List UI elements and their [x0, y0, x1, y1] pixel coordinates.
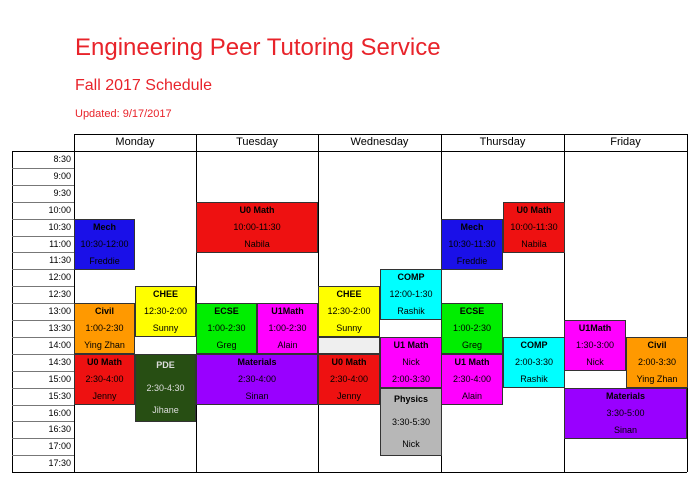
time-row-line — [12, 371, 74, 372]
session-subject: U0 Math — [239, 205, 275, 215]
time-row-line — [12, 252, 74, 253]
session-tutor: Freddie — [456, 256, 488, 266]
time-row-line — [12, 269, 74, 270]
session-tutor: Sunny — [152, 323, 179, 333]
session-subject: ECSE — [459, 306, 485, 316]
day-header-wednesday: Wednesday — [350, 136, 409, 148]
session-tutor: Sinan — [245, 391, 269, 401]
session-subject: U0 Math — [331, 357, 367, 367]
session-tutor: Greg — [216, 340, 237, 350]
session-time: 2:00-3:30 — [514, 357, 554, 367]
session-subject: PDE — [156, 360, 175, 370]
grid-bottom-border — [12, 472, 687, 473]
session-time: 2:30-4:00 — [85, 374, 124, 384]
time-label: 15:00 — [48, 373, 71, 384]
session-time: 12:30-2:00 — [327, 306, 371, 316]
day-header-thursday: Thursday — [479, 136, 526, 148]
session-subject: U1Math — [271, 306, 304, 316]
time-row-line — [12, 185, 74, 186]
session-tutor: Alain — [277, 340, 298, 350]
session-subject: U0 Math — [516, 205, 552, 215]
session-tutor: Jihane — [152, 405, 179, 415]
time-row-line — [12, 405, 74, 406]
session-tutor: Nick — [402, 439, 420, 449]
time-label: 12:30 — [48, 289, 71, 300]
session-time: 2:30-4:30 — [146, 383, 185, 393]
session-fri-u1math[interactable] — [564, 320, 626, 371]
session-time: 1:00-2:30 — [452, 323, 492, 333]
time-row-line — [12, 455, 74, 456]
day-column-border — [687, 134, 688, 472]
session-subject: Materials — [605, 391, 646, 401]
page-subtitle: Fall 2017 Schedule — [75, 77, 212, 94]
time-row-line — [12, 168, 74, 169]
session-time: Nick — [402, 357, 420, 367]
time-label: 10:00 — [48, 204, 71, 215]
session-mon-chee[interactable] — [135, 286, 196, 337]
session-subject: U1Math — [578, 323, 612, 333]
session-fri-materials[interactable] — [564, 388, 687, 439]
session-subject: COMP — [397, 272, 425, 282]
session-tutor: Jenny — [336, 391, 362, 401]
day-header-tuesday: Tuesday — [236, 136, 278, 148]
session-time: 1:00-2:30 — [207, 323, 246, 333]
session-thu-u0math[interactable] — [503, 202, 565, 253]
time-label: 8:30 — [53, 154, 71, 164]
session-tutor: Sunny — [336, 323, 362, 333]
session-wed-chee[interactable] — [318, 286, 380, 337]
session-tutor: 2:00-3:30 — [391, 374, 431, 384]
time-label: 13:30 — [48, 323, 71, 333]
session-subject: CHEE — [152, 289, 178, 299]
session-subject: Mech — [92, 222, 116, 232]
session-time: 2:30-4:00 — [452, 374, 492, 384]
time-row-line — [12, 337, 74, 338]
session-tutor: Jenny — [92, 391, 117, 401]
session-mon-u0math[interactable] — [74, 354, 135, 405]
session-subject: U1 Math — [454, 357, 490, 367]
session-time: 12:00-1:30 — [389, 289, 433, 299]
session-time: 1:00-2:30 — [268, 323, 307, 333]
time-label: 13:00 — [48, 306, 71, 317]
session-wed-u0math[interactable] — [318, 354, 380, 405]
session-subject: U1 Math — [393, 340, 429, 350]
time-label: 15:30 — [48, 390, 71, 401]
header-bottom-border — [12, 151, 687, 152]
session-tutor: Ying Zhan — [636, 374, 678, 384]
session-tue-u0math[interactable] — [196, 202, 318, 253]
session-tutor: Nick — [586, 357, 604, 367]
session-mon-mech[interactable] — [74, 219, 135, 270]
time-row-line — [12, 438, 74, 439]
session-fri-civil[interactable] — [626, 337, 688, 388]
time-row-line — [12, 354, 74, 355]
time-row-line — [12, 202, 74, 203]
session-time: 12:30-2:00 — [143, 306, 188, 316]
session-time: 3:30-5:00 — [606, 408, 645, 418]
session-tutor: Nabila — [244, 239, 270, 249]
session-tutor: Rashik — [520, 374, 548, 384]
session-time: 10:00-11:30 — [233, 222, 281, 232]
session-thu-u1math[interactable] — [441, 354, 503, 405]
session-subject: ECSE — [214, 306, 239, 316]
session-tutor: Rashik — [397, 306, 425, 316]
session-tutor: Sinan — [613, 425, 638, 435]
session-time: 10:30-11:30 — [448, 239, 496, 249]
session-tutor: Ying Zhan — [84, 340, 125, 350]
time-label: 12:00 — [48, 272, 71, 283]
session-time: 3:30-5:30 — [391, 417, 431, 427]
time-label: 11:30 — [49, 255, 71, 266]
session-time: 10:00-11:30 — [510, 222, 558, 232]
day-header-monday: Monday — [115, 136, 155, 148]
time-label: 16:30 — [48, 424, 71, 435]
session-subject: Mech — [460, 222, 484, 232]
time-row-line — [12, 219, 74, 220]
session-time: 2:30-4:00 — [329, 374, 369, 384]
time-row-line — [12, 303, 74, 304]
session-time: 1:30-3:00 — [575, 340, 615, 350]
session-tue-u1math[interactable] — [257, 303, 318, 354]
session-subject: Civil — [647, 340, 667, 350]
time-label: 9:00 — [53, 170, 71, 181]
session-tutor: Alain — [461, 391, 482, 401]
session-time: 2:30-4:00 — [237, 374, 277, 384]
session-tutor: Greg — [461, 340, 482, 350]
session-tue-ecse[interactable] — [196, 303, 257, 354]
time-label: 17:30 — [48, 458, 71, 469]
session-tue-materials[interactable] — [196, 354, 318, 405]
session-tutor: Freddie — [89, 256, 120, 266]
session-thu-mech[interactable] — [441, 219, 503, 270]
time-label: 14:00 — [48, 339, 71, 350]
time-label: 17:00 — [48, 441, 71, 452]
session-subject: COMP — [520, 340, 548, 350]
session-thu-comp[interactable] — [503, 337, 565, 388]
session-subject: Civil — [94, 306, 114, 316]
time-label: 16:00 — [48, 407, 71, 418]
session-subject: Materials — [237, 357, 277, 367]
time-row-line — [12, 320, 74, 321]
time-row-line — [12, 236, 74, 237]
session-time: 1:00-2:30 — [85, 323, 124, 333]
session-thu-ecse[interactable] — [441, 303, 503, 354]
session-time: 2:00-3:30 — [637, 357, 677, 367]
time-row-line — [12, 421, 74, 422]
time-label: 11:00 — [49, 238, 71, 249]
session-mon-civil[interactable] — [74, 303, 135, 354]
session-wed-empty[interactable] — [318, 337, 380, 354]
time-row-line — [12, 286, 74, 287]
time-label: 14:30 — [48, 356, 71, 367]
session-wed-u1math[interactable] — [380, 337, 442, 388]
session-mon-pde[interactable] — [135, 354, 196, 422]
page-title: Engineering Peer Tutoring Service — [75, 34, 441, 61]
session-subject: Physics — [393, 394, 429, 404]
session-subject: CHEE — [336, 289, 362, 299]
time-label: 10:30 — [48, 221, 71, 232]
session-wed-comp[interactable] — [380, 269, 442, 320]
session-tutor: Nabila — [521, 239, 547, 249]
session-time: 10:30-12:00 — [80, 239, 129, 249]
time-label: 9:30 — [53, 187, 71, 198]
updated-date: Updated: 9/17/2017 — [75, 108, 172, 120]
session-wed-physics[interactable] — [380, 388, 442, 456]
day-header-friday: Friday — [610, 136, 641, 148]
time-row-line — [12, 388, 74, 389]
session-subject: U0 Math — [86, 357, 122, 367]
